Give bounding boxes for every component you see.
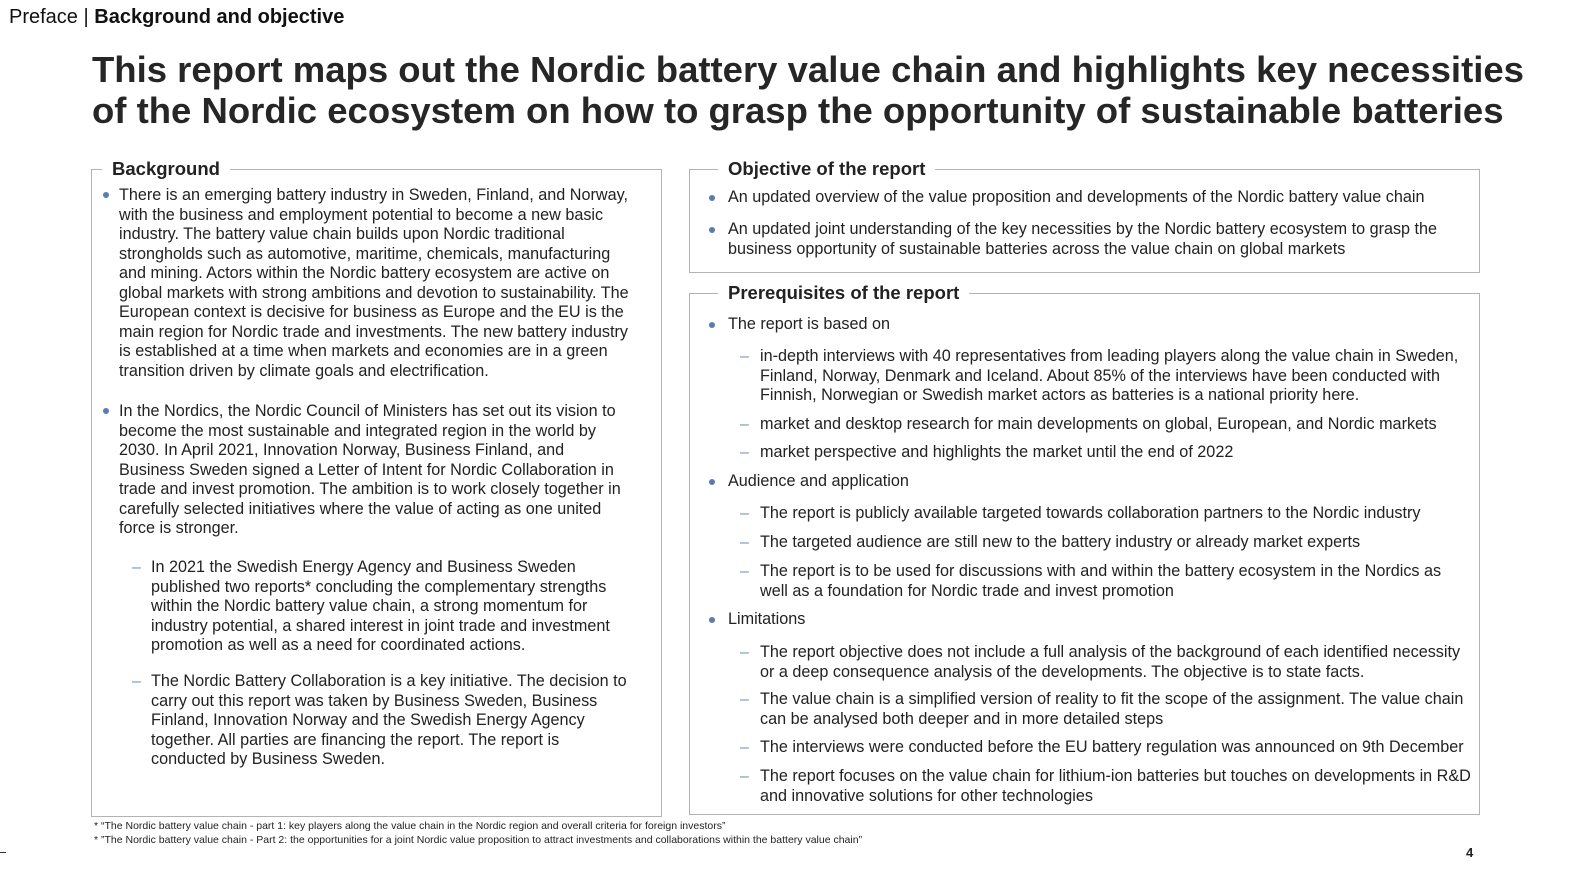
bullet-icon [709, 195, 715, 201]
text-line: trade and invest promotion. The ambition is to work closely together in [119, 480, 621, 498]
text-line: Finnish, Norwegian or Swedish market actors as batteries is a national priority here. [760, 386, 1360, 404]
text-line: Finland, Innovation Norway and the Swedish Energy Agency [151, 711, 585, 729]
text-line: market and desktop research for main developments on global, European, and Nordic markets [760, 415, 1437, 433]
text-line: promotion as well as a need for coordinated actions. [151, 636, 526, 654]
footnote: * ”The Nordic battery value chain - Part 2: the opportunities for a joint Nordic value proposition to attract investments and collaborations within the battery value chain” [94, 834, 863, 846]
text-line: strongholds such as automotive, maritime, chemicals, manufacturing [119, 244, 611, 263]
limitations-item [760, 738, 1464, 758]
prerequisites-heading: Prerequisites of the report [718, 282, 969, 304]
bullet-icon [709, 322, 715, 328]
page-title [92, 49, 1552, 131]
text-line: The report is based on [728, 315, 890, 333]
text-line: Business Sweden signed a Letter of Intent for Nordic Collaboration in [119, 460, 614, 479]
text-line: within the Nordic battery value chain, a strong momentum for [151, 597, 588, 615]
dash-icon: – [132, 559, 141, 576]
page-number: 4 [1466, 845, 1474, 860]
audience-item [760, 504, 1420, 524]
text-line: Limitations [728, 610, 806, 628]
limitations-item [760, 767, 1471, 806]
text-line: 2030. In April 2021, Innovation Norway, Business Finland, and [119, 441, 565, 459]
dash-icon: – [740, 534, 749, 551]
text-line: or a deep consequence analysis of the developments. The objective is to state facts. [760, 662, 1365, 681]
dash-icon: – [740, 444, 749, 461]
audience-item [760, 562, 1441, 601]
breadcrumb-separator: | [83, 6, 89, 28]
based-on-label [728, 315, 890, 335]
text-line: carefully selected initiatives where the value of acting as one united [119, 499, 602, 518]
text-line: An updated joint understanding of the key necessities by the Nordic battery ecosystem to grasp the [728, 220, 1438, 238]
background-subpoint-2 [151, 672, 627, 770]
text-line: The report is to be used for discussions with and within the battery ecosystem in the Nordics as [760, 562, 1442, 580]
dash-icon: – [132, 673, 141, 690]
text-line: well as a foundation for Nordic trade and invest promotion [760, 581, 1174, 600]
text-line: There is an emerging battery industry in Sweden, Finland, and Norway, [119, 186, 628, 204]
dash-icon: – [740, 739, 749, 756]
footnote: * “The Nordic battery value chain - part 1: key players along the value chain in the Nordic region and overall criteria for foreign investors” [94, 820, 726, 832]
text-line: The report focuses on the value chain for lithium-ion batteries but touches on developments in R&D [760, 767, 1471, 785]
dash-icon: – [740, 348, 749, 365]
text-line: industry. The battery value chain builds upon Nordic traditional [119, 225, 565, 243]
text-line: published two reports* concluding the complementary strengths [151, 577, 607, 596]
text-line: and innovative solutions for other technologies [760, 786, 1093, 805]
objective-bullet-1 [728, 188, 1425, 208]
corner-mark [0, 852, 6, 853]
text-line: together. All parties are financing the report. The report is [151, 730, 560, 749]
based-on-item [760, 443, 1233, 463]
audience-item [760, 533, 1360, 553]
text-line: industry potential, a shared interest in joint trade and investment [151, 616, 610, 635]
dash-icon: – [740, 416, 749, 433]
text-line: An updated overview of the value proposition and developments of the Nordic battery value chain [728, 188, 1425, 206]
objective-bullet-2 [728, 220, 1437, 259]
text-line: The Nordic Battery Collaboration is a key initiative. The decision to [151, 672, 627, 690]
text-line: main region for Nordic trade and investments. The new battery industry [119, 322, 628, 341]
breadcrumb [9, 6, 344, 29]
text-line: The report objective does not include a full analysis of the background of each identified necessity [760, 643, 1461, 661]
text-line: transition driven by climate goals and electrification. [119, 361, 489, 380]
text-line: business opportunity of sustainable batteries across the value chain on global markets [728, 239, 1346, 258]
text-line: can be analysed both deeper and in more detailed steps [760, 709, 1164, 728]
background-heading: Background [102, 158, 230, 180]
based-on-item [760, 415, 1437, 435]
text-line: The targeted audience are still new to the battery industry or already market experts [760, 533, 1361, 551]
dash-icon: – [740, 563, 749, 580]
dash-icon: – [740, 644, 749, 661]
based-on-item [760, 347, 1458, 406]
audience-label [728, 472, 909, 492]
text-line: become the most sustainable and integrated region in the world by [119, 421, 596, 440]
limitations-item [760, 690, 1463, 729]
objective-heading: Objective of the report [718, 158, 935, 180]
page-title-line: This report maps out the Nordic battery value chain and highlights key necessities [92, 49, 1524, 90]
bullet-icon [709, 479, 715, 485]
text-line: The interviews were conducted before the EU battery regulation was announced on 9th December [760, 738, 1464, 756]
text-line: Finland, Norway, Denmark and Iceland. About 85% of the interviews have been conducted with [760, 366, 1440, 385]
dash-icon: – [740, 691, 749, 708]
text-line: conducted by Business Sweden. [151, 750, 385, 768]
text-line: The report is publicly available targeted towards collaboration partners to the Nordic industry [760, 504, 1421, 522]
bullet-icon [709, 227, 715, 233]
bullet-icon [709, 617, 715, 623]
text-line: is established at a time when markets and economies are in a green [119, 342, 608, 360]
text-line: carry out this report was taken by Business Sweden, Business [151, 691, 598, 710]
background-bullet-2 [119, 402, 621, 539]
text-line: in-depth interviews with 40 representatives from leading players along the value chain in Sweden, [760, 347, 1459, 365]
text-line: global markets with strong ambitions and devotion to sustainability. The [119, 283, 629, 302]
text-line: market perspective and highlights the market until the end of 2022 [760, 443, 1234, 461]
background-bullet-1 [119, 186, 629, 381]
page-title-line: of the Nordic ecosystem on how to grasp the opportunity of sustainable batteries [92, 90, 1504, 131]
text-line: Audience and application [728, 472, 909, 490]
text-line: The value chain is a simplified version of reality to fit the scope of the assignment. The value chain [760, 690, 1464, 708]
dash-icon: – [740, 505, 749, 522]
text-line: force is stronger. [119, 519, 239, 537]
text-line: European context is decisive for business as Europe and the EU is the [119, 303, 624, 321]
dash-icon: – [740, 768, 749, 785]
bullet-icon [103, 192, 109, 198]
limitations-label [728, 610, 805, 630]
text-line: In 2021 the Swedish Energy Agency and Business Sweden [151, 558, 576, 576]
text-line: with the business and employment potential to become a new basic [119, 205, 604, 224]
breadcrumb-section: Preface [9, 6, 78, 28]
text-line: and mining. Actors within the Nordic battery ecosystem are active on [119, 264, 610, 282]
breadcrumb-subsection: Background and objective [94, 6, 345, 28]
background-subpoint-1 [151, 558, 610, 656]
text-line: In the Nordics, the Nordic Council of Ministers has set out its vision to [119, 402, 616, 420]
limitations-item [760, 643, 1460, 682]
bullet-icon [103, 408, 109, 414]
